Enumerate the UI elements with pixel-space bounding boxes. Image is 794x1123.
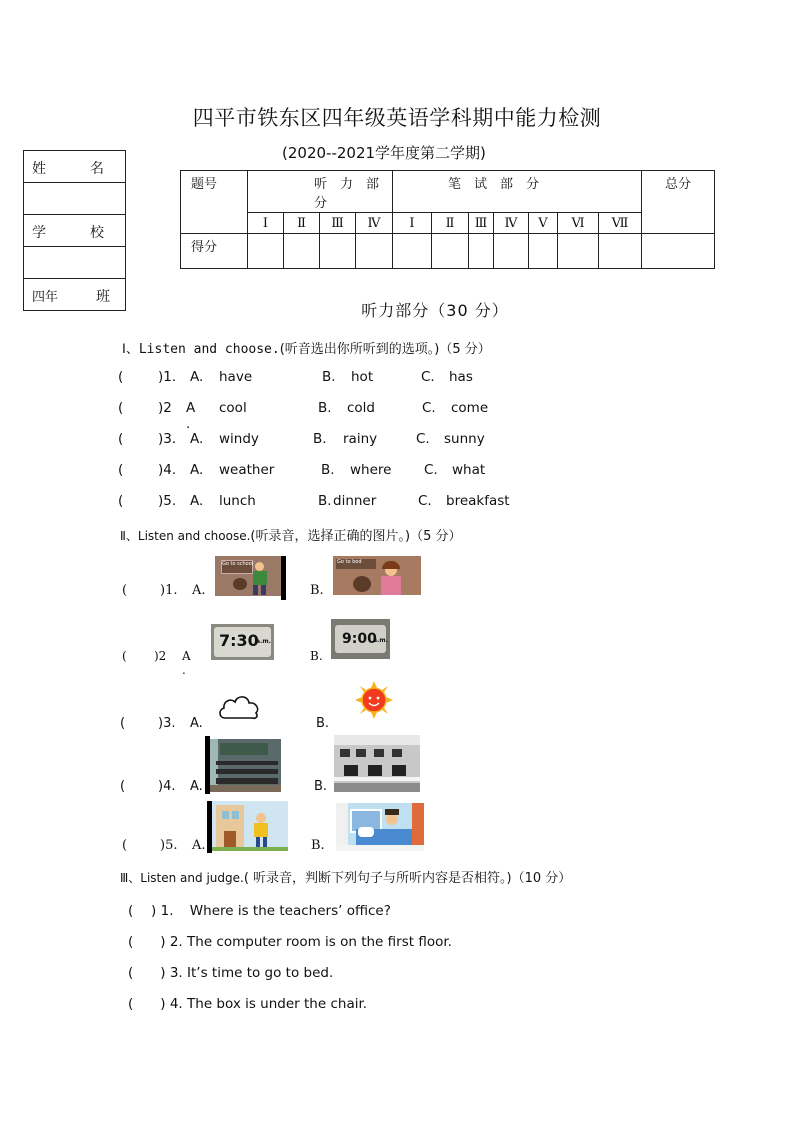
option-a-label: A. <box>190 462 204 478</box>
clock-time-b: 9:00 <box>342 631 377 647</box>
section-3-title-en: Ⅲ、Listen and judge. <box>120 871 244 885</box>
question-number: )1. <box>158 369 177 385</box>
listening-col-4: Ⅳ <box>356 213 393 234</box>
option-a-label: A. <box>190 716 203 731</box>
option-b[interactable]: cold <box>347 400 376 416</box>
cloud-icon[interactable] <box>217 692 262 722</box>
listening-col-1: Ⅰ <box>248 213 284 234</box>
name-field[interactable] <box>24 183 125 215</box>
question-number: )2 <box>158 400 172 416</box>
school-row <box>24 215 125 247</box>
answer-blank[interactable]: ( ) 2. <box>128 934 183 950</box>
option-c[interactable]: has <box>449 369 473 385</box>
item-number-label: 题号 <box>181 171 248 234</box>
clock-730-picture[interactable] <box>211 624 274 660</box>
judge-item <box>128 992 367 1012</box>
score-cell[interactable] <box>432 234 469 269</box>
option-b-label: B. <box>321 462 335 478</box>
score-cell[interactable] <box>248 234 284 269</box>
clock-ampm-b: a.m. <box>373 637 388 644</box>
page-subtitle: (2020--2021学年度第二学期) <box>282 144 486 162</box>
score-cell[interactable] <box>469 234 494 269</box>
option-c[interactable]: what <box>452 462 486 478</box>
answer-blank[interactable]: ( ) 3. <box>128 965 183 981</box>
option-c[interactable]: come <box>451 400 489 416</box>
grade-label-a: 四年 <box>32 290 59 305</box>
question-number: )5. <box>158 493 177 509</box>
boy-going-to-school-picture[interactable] <box>212 801 288 851</box>
section-3-title-cn: ( 听录音，判断下列句子与所听内容是否相符。)（10 分） <box>243 871 572 886</box>
school-label-b: 校 <box>90 225 104 241</box>
score-cell[interactable] <box>558 234 599 269</box>
option-a[interactable]: windy <box>219 431 259 447</box>
option-c-label: C. <box>424 462 438 478</box>
written-col-4: Ⅳ <box>494 213 529 234</box>
option-b[interactable]: hot <box>351 369 374 385</box>
name-label-a: 姓 <box>32 161 46 177</box>
clock-900-picture[interactable] <box>331 619 390 659</box>
score-cell[interactable] <box>529 234 558 269</box>
clock-ampm-a: a.m. <box>256 638 271 645</box>
name-row <box>24 151 125 183</box>
answer-blank[interactable]: ( ) 1. <box>128 903 174 919</box>
written-col-2: Ⅱ <box>432 213 469 234</box>
option-a[interactable]: have <box>219 369 253 385</box>
option-c[interactable]: breakfast <box>446 493 510 509</box>
option-b[interactable]: where <box>350 462 392 478</box>
go-to-bed-picture[interactable] <box>333 556 421 595</box>
judge-item <box>128 961 333 981</box>
score-cell[interactable] <box>599 234 642 269</box>
option-b-label: B. <box>313 431 327 447</box>
option-c-label: C. <box>422 400 436 416</box>
question-number: )1. <box>160 583 178 598</box>
judge-statement: The box is under the chair. <box>187 996 368 1012</box>
option-a-label: A. <box>192 838 206 853</box>
option-b-label: B. <box>322 369 336 385</box>
option-b-label: B. <box>314 779 328 794</box>
school-field[interactable] <box>24 247 125 279</box>
score-cell[interactable] <box>320 234 356 269</box>
option-a-label: A. <box>192 583 206 598</box>
grade-label-b: 班 <box>96 289 110 305</box>
score-cell[interactable] <box>494 234 529 269</box>
option-b-label: B. <box>310 583 324 598</box>
clock-time-a: 7:30 <box>219 631 259 650</box>
question-number: )2 <box>154 649 167 663</box>
written-col-5: Ⅴ <box>529 213 558 234</box>
judge-statement: The computer room is on the first floor. <box>187 934 452 950</box>
option-b-label: B. <box>311 838 325 853</box>
listening-col-3: Ⅲ <box>320 213 356 234</box>
answer-blank[interactable]: ( ) 4. <box>128 996 183 1012</box>
judge-item <box>128 899 391 919</box>
score-label: 得分 <box>181 234 248 269</box>
option-a-label: A. <box>190 493 204 509</box>
score-cell[interactable] <box>356 234 393 269</box>
option-a-label: A. <box>190 431 204 447</box>
section-2-title-cn: (听录音，选择正确的图片。)（5 分） <box>250 529 462 544</box>
written-col-7: Ⅶ <box>599 213 642 234</box>
section-2-title-en: Ⅱ、Listen and choose. <box>120 529 251 543</box>
judge-item <box>128 930 452 950</box>
option-b-label: B. <box>318 493 332 509</box>
written-col-1: Ⅰ <box>393 213 432 234</box>
sign-text-a: Go to school <box>222 561 254 567</box>
section-2-title <box>120 525 461 544</box>
option-b-label: B. <box>318 400 332 416</box>
written-col-3: Ⅲ <box>469 213 494 234</box>
option-c-label: C. <box>418 493 432 509</box>
student-info-box <box>23 150 126 311</box>
option-c-label: C. <box>421 369 435 385</box>
school-label-a: 学 <box>32 225 46 241</box>
option-c[interactable]: sunny <box>444 431 485 447</box>
judge-statement: Where is the teachers’ office? <box>189 903 391 919</box>
score-table <box>180 170 715 269</box>
question-number: )4. <box>158 779 176 794</box>
page-title: 四平市铁东区四年级英语学科期中能力检测 <box>192 106 602 130</box>
total-label: 总分 <box>642 171 715 234</box>
option-b[interactable]: rainy <box>343 431 378 447</box>
score-cell[interactable] <box>284 234 320 269</box>
section-1-title-cn: (听音选出你所听到的选项。)（5 分） <box>279 342 491 357</box>
boy-in-bed-picture[interactable] <box>336 803 424 851</box>
option-a[interactable]: cool <box>219 400 247 416</box>
option-b-label: B. <box>310 649 323 663</box>
question-number: )4. <box>158 462 177 478</box>
option-b[interactable]: dinner <box>333 493 377 509</box>
score-cell[interactable] <box>393 234 432 269</box>
sign-text-b: Go to bed <box>337 559 362 565</box>
total-score-cell[interactable] <box>642 234 715 269</box>
sun-icon[interactable] <box>355 681 393 719</box>
name-label-b: 名 <box>90 161 104 177</box>
option-a[interactable]: weather <box>219 462 275 478</box>
judge-statement: It’s time to go to bed. <box>187 965 334 981</box>
option-a[interactable]: lunch <box>219 493 256 509</box>
computer-room-picture[interactable] <box>334 735 420 792</box>
option-a-label: A. <box>190 779 203 794</box>
listening-col-2: Ⅱ <box>284 213 320 234</box>
written-part-label: 笔 试 部 分 <box>393 171 642 213</box>
listening-section-heading: 听力部分（30 分） <box>361 301 509 320</box>
question-number: )3. <box>158 716 176 731</box>
option-b-label: B. <box>316 716 330 731</box>
listening-part-label: 听 力 部 分 <box>248 171 393 213</box>
section-1-title <box>122 338 491 357</box>
classroom-picture[interactable] <box>210 739 281 792</box>
option-a-label: A . <box>186 400 196 432</box>
written-col-6: Ⅵ <box>558 213 599 234</box>
question-number: )3. <box>158 431 177 447</box>
question-number: )5. <box>160 838 178 853</box>
option-a-label: A . <box>182 649 191 677</box>
section-1-title-en: Ⅰ、Listen and choose. <box>122 342 280 357</box>
go-to-school-picture[interactable] <box>215 556 281 596</box>
option-a-label: A. <box>190 369 204 385</box>
option-c-label: C. <box>416 431 430 447</box>
section-3-title <box>120 867 571 886</box>
